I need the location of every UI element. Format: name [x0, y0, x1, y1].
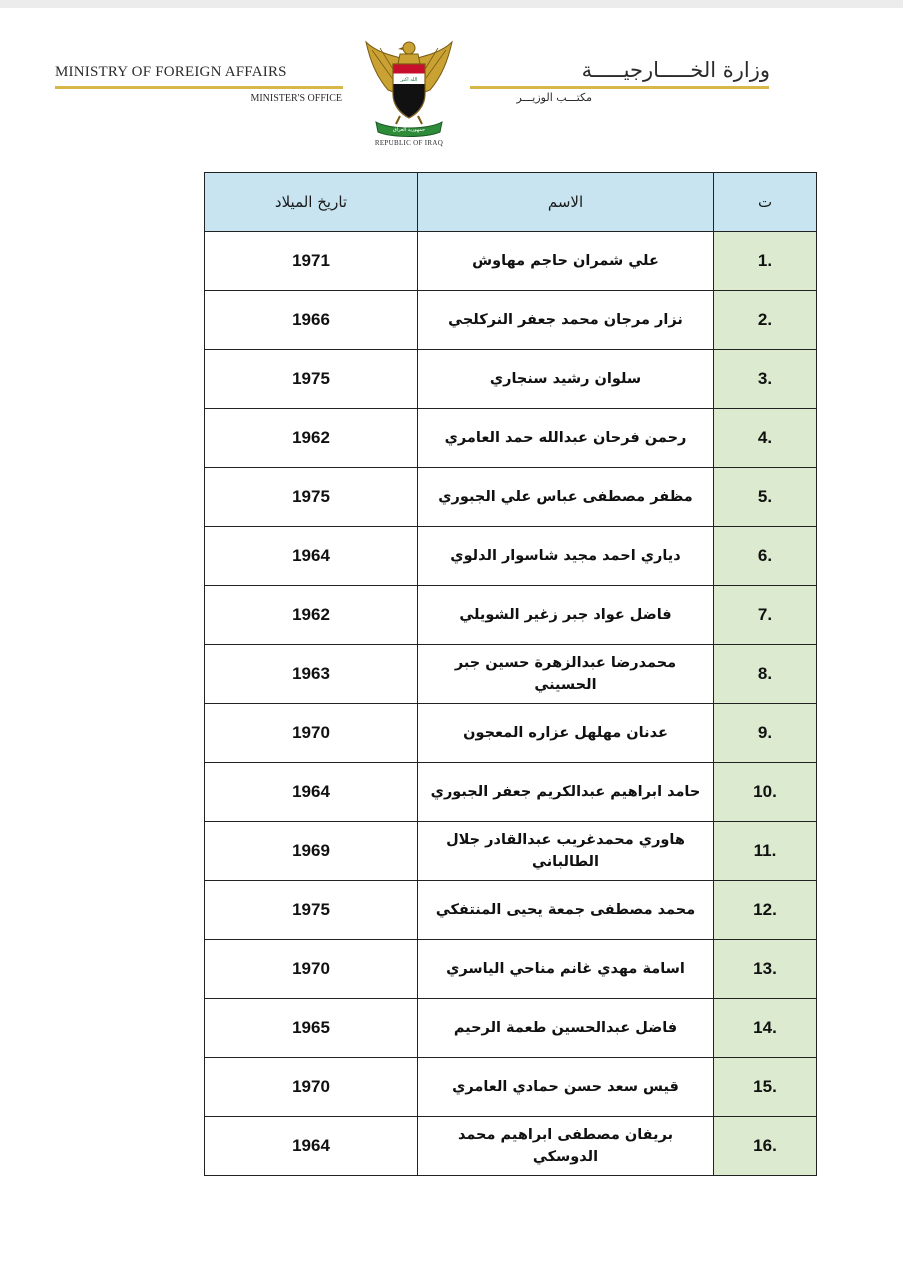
table-row [205, 940, 817, 999]
name-cell: مظفر مصطفى عباس علي الجبوري [418, 468, 714, 527]
name-cell: بريفان مصطفى ابراهيم محمد الدوسكي [418, 1117, 714, 1176]
name-cell: سلوان رشيد سنجاري [418, 350, 714, 409]
birth-year-cell: 1970 [205, 940, 418, 999]
table-row [205, 409, 817, 468]
row-number-cell: 3. [714, 350, 817, 409]
birth-year-cell: 1962 [205, 586, 418, 645]
iraq-coat-of-arms-icon [362, 38, 456, 138]
table-row [205, 822, 817, 881]
row-number-cell: 5. [714, 468, 817, 527]
name-cell: نزار مرجان محمد جعفر النركلجي [418, 291, 714, 350]
row-number-cell: 15. [714, 1058, 817, 1117]
table-row [205, 586, 817, 645]
table-row [205, 232, 817, 291]
ministry-title-arabic: وزارة الخـــــارجيـــــة [581, 58, 770, 82]
table-row [205, 645, 817, 704]
row-number-cell: 10. [714, 763, 817, 822]
name-cell: فاضل عواد جبر زغير الشويلي [418, 586, 714, 645]
header-name: الاسم [418, 173, 714, 232]
row-number-cell: 4. [714, 409, 817, 468]
table-row [205, 350, 817, 409]
row-number-cell: 1. [714, 232, 817, 291]
name-cell: حامد ابراهيم عبدالكريم جعفر الجبوري [418, 763, 714, 822]
name-cell: علي شمران حاجم مهاوش [418, 232, 714, 291]
row-number-cell: 11. [714, 822, 817, 881]
svg-text:الله اكبر: الله اكبر [400, 77, 418, 83]
header-birth-year: تاريخ الميلاد [205, 173, 418, 232]
name-cell: محمدرضا عبدالزهرة حسين جبر الحسيني [418, 645, 714, 704]
birth-year-cell: 1970 [205, 704, 418, 763]
name-cell: قيس سعد حسن حمادي العامري [418, 1058, 714, 1117]
table-row [205, 999, 817, 1058]
table-row [205, 881, 817, 940]
birth-year-cell: 1975 [205, 881, 418, 940]
birth-year-cell: 1963 [205, 645, 418, 704]
name-cell: دياري احمد مجيد شاسوار الدلوي [418, 527, 714, 586]
row-number-cell: 13. [714, 940, 817, 999]
birth-year-cell: 1966 [205, 291, 418, 350]
table-row [205, 468, 817, 527]
gold-rule-right [470, 86, 769, 89]
name-cell: هاوري محمدغريب عبدالقادر جلال الطالباني [418, 822, 714, 881]
row-number-cell: 12. [714, 881, 817, 940]
header-number: ت [714, 173, 817, 232]
birth-year-cell: 1975 [205, 350, 418, 409]
table-row [205, 1058, 817, 1117]
birth-year-cell: 1962 [205, 409, 418, 468]
names-table [204, 172, 817, 1176]
birth-year-cell: 1970 [205, 1058, 418, 1117]
svg-text:جمهورية العراق: جمهورية العراق [392, 127, 426, 133]
row-number-cell: 8. [714, 645, 817, 704]
row-number-cell: 2. [714, 291, 817, 350]
gold-rule-left [55, 86, 343, 89]
office-subtitle-english: MINISTER'S OFFICE [250, 93, 342, 104]
row-number-cell: 6. [714, 527, 817, 586]
table-body [205, 232, 817, 1176]
office-subtitle-arabic: مكتـــب الوزيـــر [516, 91, 592, 104]
table-row [205, 1117, 817, 1176]
table-row [205, 704, 817, 763]
birth-year-cell: 1964 [205, 527, 418, 586]
top-margin-strip [0, 0, 903, 8]
name-cell: محمد مصطفى جمعة يحيى المنتفكي [418, 881, 714, 940]
table-row [205, 527, 817, 586]
table-row [205, 763, 817, 822]
birth-year-cell: 1975 [205, 468, 418, 527]
table-row [205, 291, 817, 350]
ministry-title-english: MINISTRY OF FOREIGN AFFAIRS [55, 64, 287, 80]
row-number-cell: 16. [714, 1117, 817, 1176]
birth-year-cell: 1965 [205, 999, 418, 1058]
table-header-row [205, 173, 817, 232]
birth-year-cell: 1971 [205, 232, 418, 291]
row-number-cell: 14. [714, 999, 817, 1058]
name-cell: فاضل عبدالحسين طعمة الرحيم [418, 999, 714, 1058]
emblem-caption: REPUBLIC OF IRAQ [374, 139, 444, 147]
name-cell: اسامة مهدي غانم مناحي الياسري [418, 940, 714, 999]
name-cell: عدنان مهلهل عزاره المعجون [418, 704, 714, 763]
birth-year-cell: 1964 [205, 1117, 418, 1176]
name-cell: رحمن فرحان عبدالله حمد العامري [418, 409, 714, 468]
row-number-cell: 9. [714, 704, 817, 763]
birth-year-cell: 1964 [205, 763, 418, 822]
birth-year-cell: 1969 [205, 822, 418, 881]
row-number-cell: 7. [714, 586, 817, 645]
